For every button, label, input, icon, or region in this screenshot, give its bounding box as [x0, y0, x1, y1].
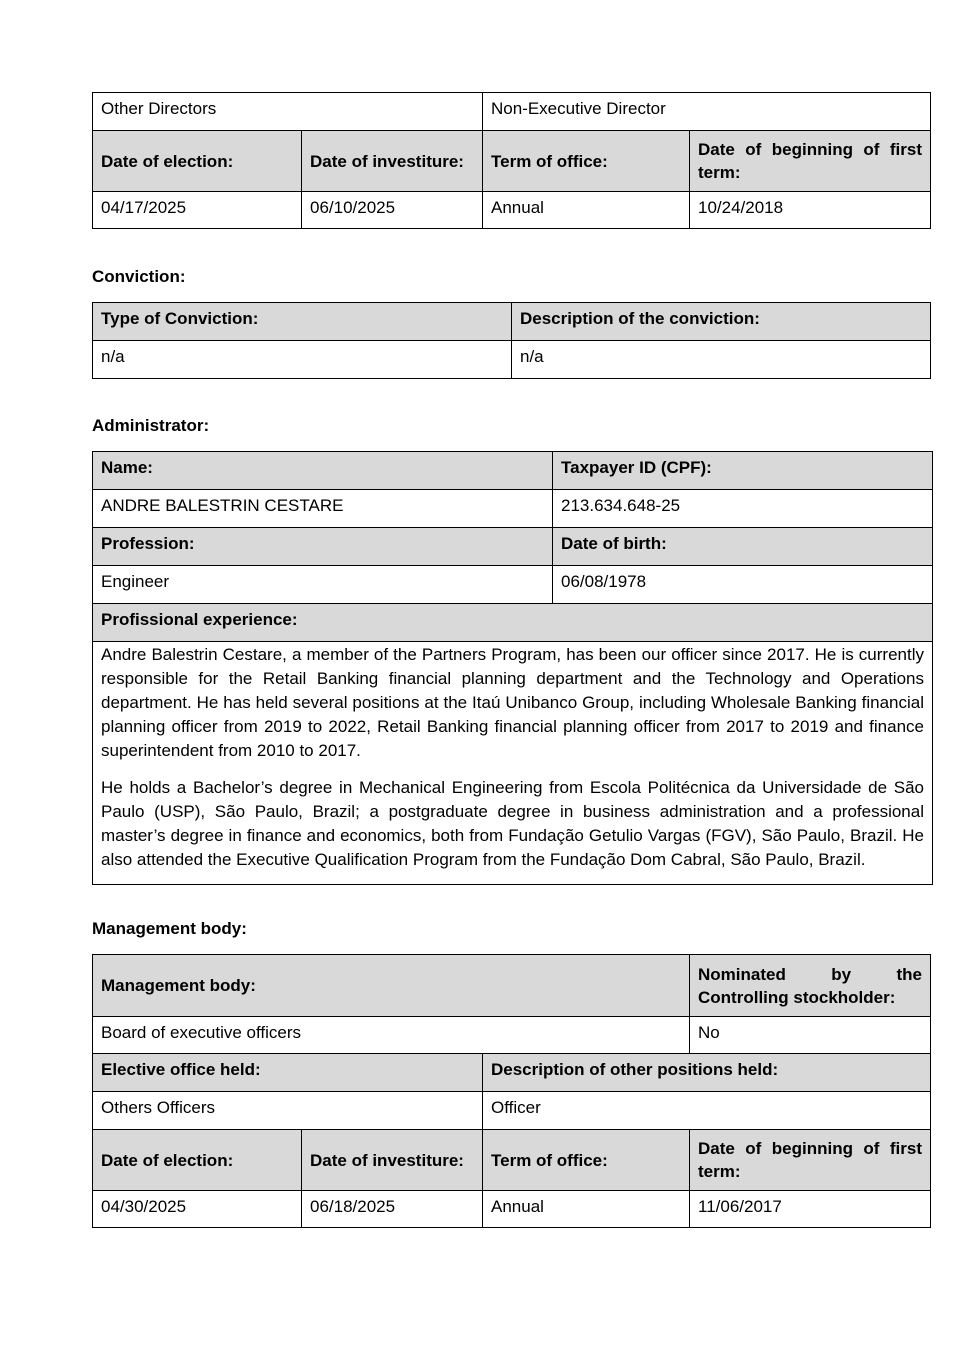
- nominated-header: [690, 955, 931, 1017]
- management-body-title: Management body:: [92, 919, 247, 938]
- previous-entry-table: [92, 92, 931, 229]
- elective-office-header: Elective office held:: [93, 1054, 483, 1092]
- term-of-office-header: Term of office:: [483, 1130, 690, 1191]
- conviction-table: [92, 302, 931, 379]
- management-body-value: Board of executive officers: [93, 1017, 690, 1054]
- date-of-investiture-header: Date of investiture:: [302, 1130, 483, 1191]
- nominated-value: No: [690, 1017, 931, 1054]
- date-of-investiture-value: 06/18/2025: [302, 1191, 483, 1228]
- nominated-header-line1: [698, 963, 922, 986]
- date-of-investiture-value: 06/10/2025: [302, 192, 483, 229]
- elective-office-value: Others Officers: [93, 1092, 483, 1130]
- first-term-value: 10/24/2018: [690, 192, 931, 229]
- administrator-title: Administrator:: [92, 416, 210, 435]
- name-value: ANDRE BALESTRIN CESTARE: [93, 490, 553, 528]
- administrator-table: [92, 451, 933, 885]
- experience-cell: [93, 642, 933, 885]
- date-of-election-value: 04/17/2025: [93, 192, 302, 229]
- first-term-header-line1: Date of beginning of first: [698, 1139, 923, 1158]
- other-positions-value: Officer: [483, 1092, 931, 1130]
- conviction-title: Conviction:: [92, 267, 186, 286]
- nominated-header-line2: Controlling stockholder:: [698, 987, 896, 1007]
- date-of-birth-header: Date of birth:: [553, 528, 933, 566]
- date-of-birth-value: 06/08/1978: [553, 566, 933, 604]
- term-of-office-value: Annual: [483, 1191, 690, 1228]
- description-of-conviction-header: Description of the conviction:: [512, 303, 931, 341]
- name-header: Name:: [93, 452, 553, 490]
- description-of-conviction-value: n/a: [512, 341, 931, 379]
- management-body-header: Management body:: [93, 955, 690, 1017]
- first-term-header-words: Date of beginning of first: [698, 140, 922, 159]
- first-term-header-line2: term:: [698, 163, 741, 182]
- date-of-election-value: 04/30/2025: [93, 1191, 302, 1228]
- first-term-header-line2: term:: [698, 1162, 741, 1181]
- experience-header: Profissional experience:: [93, 604, 933, 642]
- experience-paragraph-2: He holds a Bachelor’s degree in Mechanical Engineering from Escola Politécnica da Universidade de São Paulo (USP), São Paulo, Brazil; a postgraduate degree in business administration and a professional master’s degree in finance and economics, both from Fundação Getulio Vargas (FGV), São Paulo, Brazil. He also attended the Executive Qualification Program from the Fundação Dom Cabral, São Paulo, Brazil.: [101, 778, 924, 869]
- other-positions-header: Description of other positions held:: [483, 1054, 931, 1092]
- cpf-value: 213.634.648-25: [553, 490, 933, 528]
- other-positions-value: Non-Executive Director: [483, 93, 931, 131]
- profession-header: Profession:: [93, 528, 553, 566]
- type-of-conviction-header: Type of Conviction:: [93, 303, 512, 341]
- profession-value: Engineer: [93, 566, 553, 604]
- date-of-election-header: Date of election:: [93, 131, 302, 192]
- experience-paragraph-1: Andre Balestrin Cestare, a member of the Partners Program, has been our officer since 2017. He is currently responsible for the Retail Banking financial planning department and the Technology and Operations department. He has held several positions at the Itaú Unibanco Group, including Wholesale Banking financial planning officer from 2019 to 2022, Retail Banking financial planning officer from 2017 to 2019 and finance superintendent from 2010 to 2017.: [101, 645, 924, 760]
- nominated-word-1: Nominated: [698, 964, 786, 984]
- first-term-header: [690, 1130, 931, 1191]
- cpf-header: Taxpayer ID (CPF):: [553, 452, 933, 490]
- nominated-word-2: by: [831, 964, 852, 984]
- date-of-investiture-header: Date of investiture:: [302, 131, 483, 192]
- term-of-office-header: Term of office:: [483, 131, 690, 192]
- first-term-value: 11/06/2017: [690, 1191, 931, 1228]
- first-term-header: [690, 131, 931, 192]
- term-of-office-value: Annual: [483, 192, 690, 229]
- nominated-word-3: the: [896, 964, 923, 984]
- type-of-conviction-value: n/a: [93, 341, 512, 379]
- management-body-table: [92, 954, 931, 1228]
- date-of-election-header: Date of election:: [93, 1130, 302, 1191]
- first-term-header-line1: [698, 138, 922, 161]
- elective-office-value: Other Directors: [93, 93, 483, 131]
